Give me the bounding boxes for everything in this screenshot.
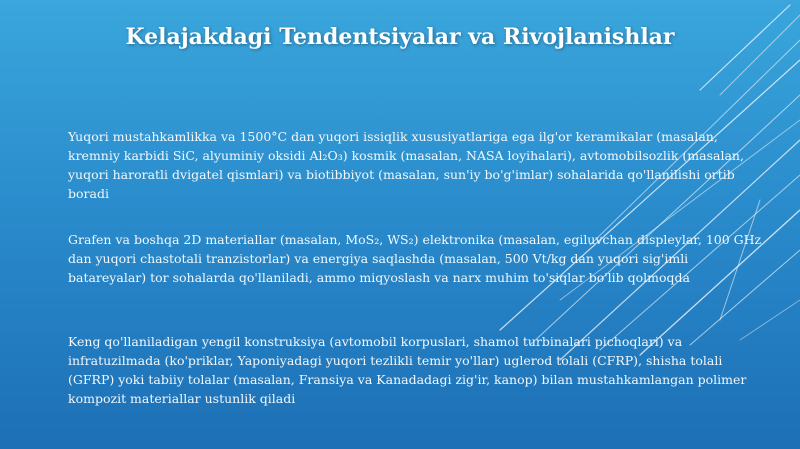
slide-title: Kelajakdagi Tendentsiyalar va Rivojlanishlar <box>125 24 675 50</box>
paragraph-ceramics: Yuqori mustahkamlikka va 1500°C dan yuqori issiqlik xususiyatlariga ega ilg'or keramikalar (masalan, kremniy karbidi SiC, alyuminiy oksidi Al₂O₃) kosmik (masalan, NASA loyihalari), avtomobilsozlik (masalan, yuqori haroratli dvigatel qismlari) va biotibbiyot (masalan, sun'iy bo'g'imlar) sohalarida qo'llanilishi ortib boradi <box>68 129 744 201</box>
paragraph-composites: Keng qo'llaniladigan yengil konstruksiya (avtomobil korpuslari, shamol turbinalari pichoqlari) va infratuzilmada (ko'priklar, Yaponiyadagi yuqori tezlikli temir yo'llar) uglerod tolali (CFRP), shisha tolali (GFRP) yoki tabiiy tolalar (masalan, Fransiya va Kanadadagi zig'ir, kanop) bilan mustahkamlangan polimer kompozit materiallar ustunlik qiladi <box>68 334 747 406</box>
paragraph-2d-materials: Grafen va boshqa 2D materiallar (masalan, MoS₂, WS₂) elektronika (masalan, egiluvchan displeylar, 100 GHz dan yuqori chastotali tranzistorlar) va energiya saqlashda (masalan, 500 Vt/kg dan yuqori sig'imli batareyalar) tor sohalarda qo'llaniladi, ammo miqyoslash va narx muhim to'siqlar bo'lib qolmoqda <box>68 232 762 285</box>
